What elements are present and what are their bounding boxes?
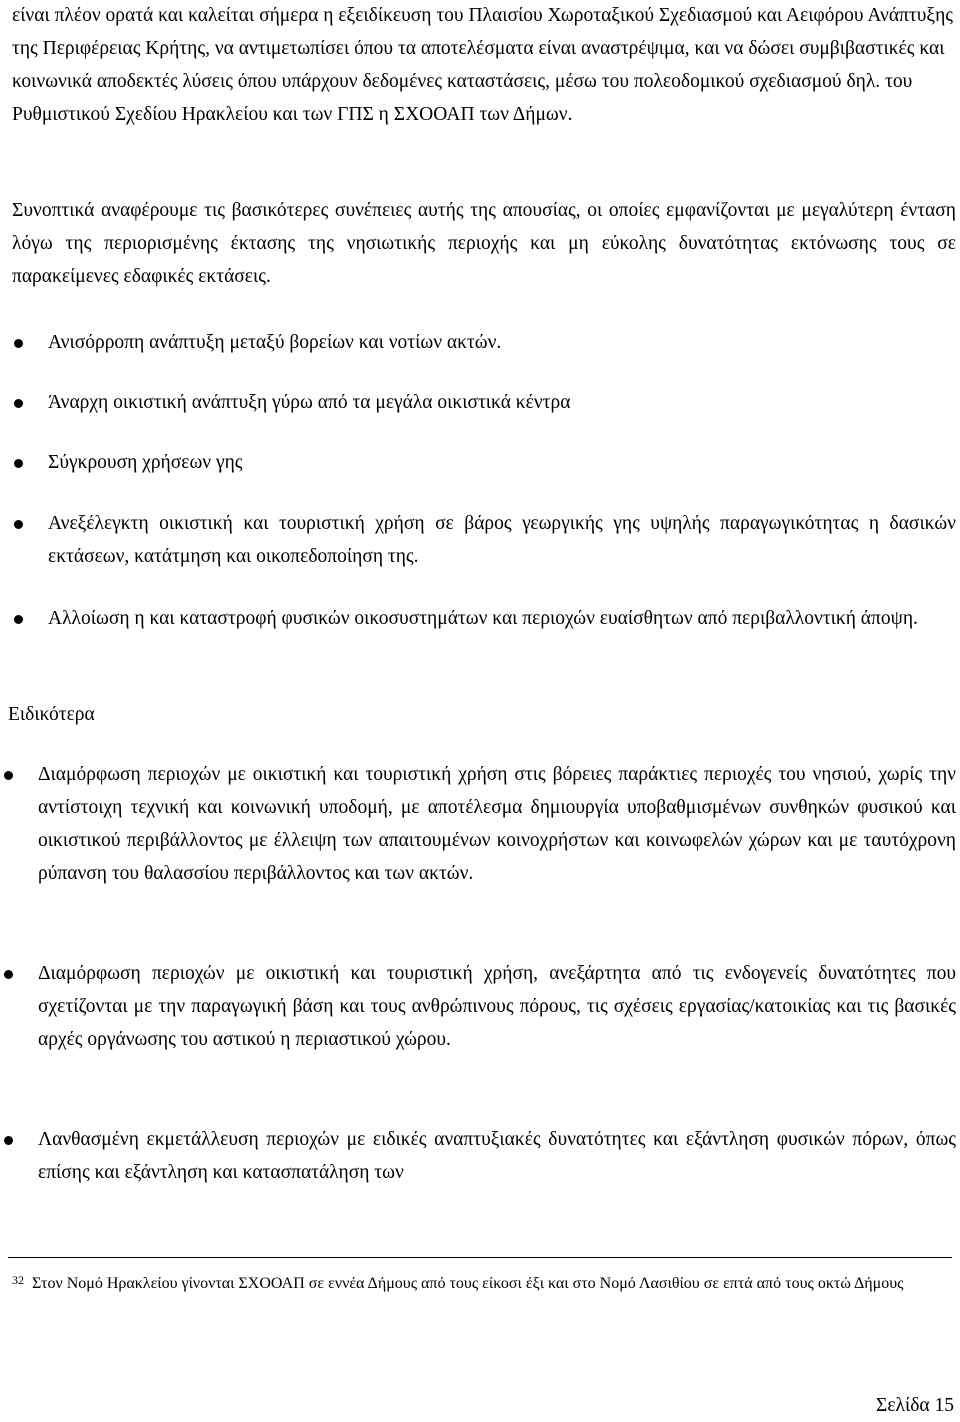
footnote bbox=[12, 1267, 942, 1297]
bullet-icon bbox=[4, 771, 13, 780]
summary-paragraph: Συνοπτικά αναφέρουμε τις βασικότερες συνέπειες αυτής της απουσίας, οι οποίες εμφανίζονται με μεγαλύτερη ένταση λόγω της περιορισμένης έκτασης της νησιωτικής περιοχής και μη εύκολης δυνατότητας εκτόνωσης τους σε παρακείμενες εδαφικές εκτάσεις. bbox=[12, 200, 956, 287]
bullet-icon bbox=[14, 399, 23, 408]
bullet-icon bbox=[14, 520, 23, 529]
bullet-icon bbox=[4, 970, 13, 979]
footnote-text: Στον Νομό Ηρακλείου γίνονται ΣΧΟΟΑΠ σε εννέα Δήμους από τους είκοσι έξι και στο Νομό Λασιθίου σε επτά από τους οκτώ Δήμους bbox=[32, 1275, 904, 1292]
list-item-text: Λανθασμένη εκμετάλλευση περιοχών με ειδικές αναπτυξιακές δυνατότητες και εξάντληση φυσικών πόρων, όπως επίσης και εξάντληση και κατασπατάληση των bbox=[38, 1129, 956, 1183]
footnote-separator bbox=[8, 1257, 952, 1258]
section-heading: Ειδικότερα bbox=[8, 704, 95, 725]
list-item-text: Ανεξέλεγκτη οικιστική και τουριστική χρήση σε βάρος γεωργικής γης υψηλής παραγωγικότητας η δασικών εκτάσεων, κατάτμηση και οικοπεδοποίηση της. bbox=[48, 513, 956, 567]
page-number: Σελίδα 15 bbox=[875, 1395, 954, 1416]
bullet-icon bbox=[14, 459, 23, 468]
list-item-text: Άναρχη οικιστική ανάπτυξη γύρω από τα μεγάλα οικιστικά κέντρα bbox=[48, 392, 571, 413]
footnote-marker: 32 bbox=[12, 1273, 24, 1287]
bullet-icon bbox=[4, 1136, 13, 1145]
list-item-text: Σύγκρουση χρήσεων γης bbox=[48, 452, 243, 473]
bullet-icon bbox=[14, 615, 23, 624]
bullet-icon bbox=[14, 339, 23, 348]
list-item-text: Διαμόρφωση περιοχών με οικιστική και τουριστική χρήση στις βόρειες παράκτιες περιοχές του νησιού, χωρίς την αντίστοιχη τεχνική και κοινωνική υποδομή, με αποτέλεσμα δημιουργία υποβαθμισμένων συνθηκών φυσικού και οικιστικού περιβάλλοντος με έλλειψη των απαιτουμένων κοινοχρήστων και κοινωφελών χώρων και με ταυτόχρονη ρύπανση του θαλασσίου περιβάλλοντος και των ακτών. bbox=[38, 764, 956, 884]
list-item-text: Ανισόρροπη ανάπτυξη μεταξύ βορείων και νοτίων ακτών. bbox=[48, 332, 502, 353]
intro-paragraph: είναι πλέον ορατά και καλείται σήμερα η εξειδίκευση του Πλαισίου Χωροταξικού Σχεδιασμού και Αειφόρου Ανάπτυξης της Περιφέρειας Κρήτης, να αντιμετωπίσει όπου τα αποτελέσματα είναι αναστρέψιμα, και να δώσει συμβιβαστικές και κοινωνικά αποδεκτές λύσεις όπου υπάρχουν δεδομένες καταστάσεις, μέσω του πολεοδομικού σχεδιασμού δηλ. του Ρυθμιστικού Σχεδίου Ηρακλείου και των ΓΠΣ η ΣΧΟΟΑΠ των Δήμων. bbox=[12, 5, 953, 125]
list-item-text: Αλλοίωση η και καταστροφή φυσικών οικοσυστημάτων και περιοχών ευαίσθητων από περιβαλλοντική άποψη. bbox=[48, 608, 918, 629]
list-item-text: Διαμόρφωση περιοχών με οικιστική και τουριστική χρήση, ανεξάρτητα από τις ενδογενείς δυνατότητες που σχετίζονται με την παραγωγική βάση και τους ανθρώπινους πόρους, τις σχέσεις εργασίας/κατοικίας και τις βασικές αρχές οργάνωσης του αστικού η περιαστικού χώρου. bbox=[38, 963, 956, 1050]
